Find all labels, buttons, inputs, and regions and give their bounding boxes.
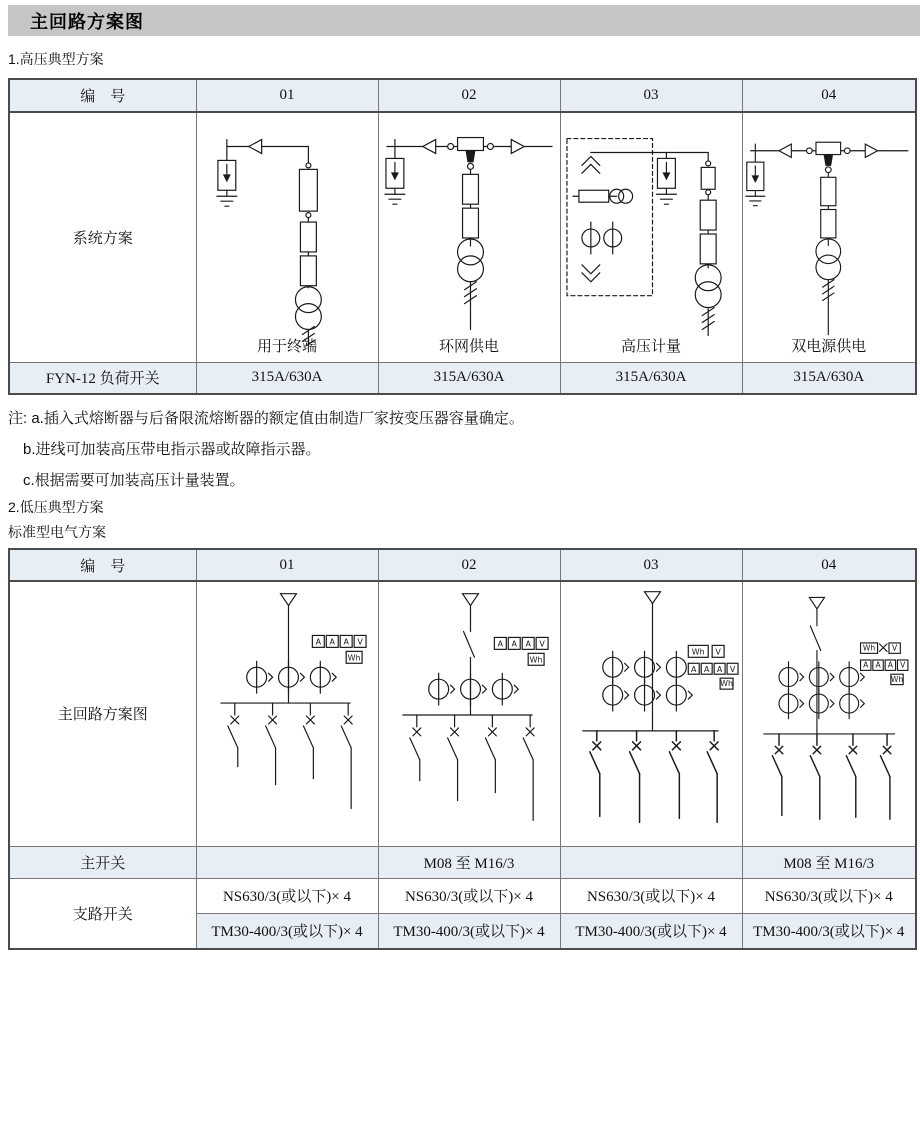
lv-scheme-01-diagram bbox=[197, 583, 378, 845]
x-mark-icon bbox=[879, 644, 887, 652]
lv-branch-ns-01: NS630/3(或以下)× 4 bbox=[196, 878, 378, 913]
branch-feeders bbox=[409, 715, 533, 820]
metering-cabinet bbox=[566, 139, 652, 296]
arrow-down-icon bbox=[280, 593, 296, 605]
hv-switch-row bbox=[9, 362, 916, 394]
fuse-icon bbox=[462, 208, 478, 238]
hv-header-label: 编 号 bbox=[9, 79, 196, 112]
svg-text:A: A bbox=[690, 664, 696, 674]
current-transformers bbox=[428, 673, 518, 705]
meter-boxes bbox=[860, 643, 907, 685]
lv-branch-ns-04: NS630/3(或以下)× 4 bbox=[742, 878, 916, 913]
fuse-icon bbox=[820, 210, 835, 238]
hv-switch-row-label: FYN-12 负荷开关 bbox=[9, 362, 196, 394]
hv-scheme-03-diagram bbox=[561, 128, 742, 346]
lv-scheme-03-diagram bbox=[561, 583, 742, 845]
lv-scheme-04-cell bbox=[742, 581, 916, 846]
cable-icon bbox=[702, 308, 714, 336]
lv-branch-ns-02: NS630/3(或以下)× 4 bbox=[378, 878, 560, 913]
current-transformers bbox=[246, 661, 336, 693]
lv-row-label: 主回路方案图 bbox=[9, 581, 196, 846]
hv-header-col-03: 03 bbox=[560, 79, 742, 112]
hv-header-col-02: 02 bbox=[378, 79, 560, 112]
svg-text:Wh: Wh bbox=[719, 678, 733, 688]
hv-diagram-row bbox=[9, 112, 916, 362]
isolator-blade bbox=[810, 626, 820, 651]
fuse-icon bbox=[820, 178, 835, 206]
lv-main-switch-row bbox=[9, 846, 916, 878]
surge-arrester-icon bbox=[384, 154, 404, 205]
ct-icon bbox=[278, 661, 304, 693]
cable-icon bbox=[822, 280, 833, 335]
page-title-bar bbox=[8, 5, 920, 36]
lv-scheme-01-cell bbox=[196, 581, 378, 846]
lv-scheme-02-cell bbox=[378, 581, 560, 846]
arrow-right-icon bbox=[865, 144, 877, 157]
hv-header-col-04: 04 bbox=[742, 79, 916, 112]
svg-text:V: V bbox=[714, 647, 721, 657]
lv-scheme-02-diagram bbox=[379, 583, 560, 845]
ct-icon bbox=[310, 661, 336, 693]
lv-branch-tm-02: TM30-400/3(或以下)× 4 bbox=[378, 913, 560, 949]
hv-scheme-04-caption: 双电源供电 bbox=[791, 338, 867, 355]
isolator-blade bbox=[463, 631, 474, 657]
hv-section-heading: 1.高压典型方案 bbox=[8, 51, 104, 67]
transformer-icon bbox=[295, 287, 321, 330]
transformer-icon bbox=[695, 265, 721, 308]
hv-scheme-03-cell bbox=[560, 112, 742, 362]
lv-scheme-04-diagram bbox=[743, 583, 916, 845]
ct-icon bbox=[602, 651, 628, 683]
ct-coil-icon bbox=[618, 190, 632, 204]
hv-header-col-01: 01 bbox=[196, 79, 378, 112]
svg-text:Wh: Wh bbox=[691, 647, 705, 657]
hv-scheme-01-diagram bbox=[197, 128, 378, 346]
ct-icon bbox=[779, 688, 804, 718]
load-break-switch-icon bbox=[806, 142, 850, 172]
lv-scheme-03-cell bbox=[560, 581, 742, 846]
svg-text:Wh: Wh bbox=[890, 674, 903, 684]
hv-scheme-02-diagram bbox=[379, 128, 560, 346]
svg-text:A: A bbox=[342, 637, 349, 647]
note-b: b.进线可加装高压带电指示器或故障指示器。 bbox=[23, 441, 321, 458]
fuse-branch bbox=[700, 153, 716, 268]
svg-text:A: A bbox=[716, 664, 722, 674]
hv-header-row bbox=[9, 79, 916, 112]
lv-main-switch-04: M08 至 M16/3 bbox=[742, 846, 916, 878]
fuse-branch bbox=[820, 173, 835, 246]
arrow-left-icon bbox=[779, 144, 791, 157]
fuse-icon bbox=[300, 256, 316, 286]
svg-text:A: A bbox=[511, 639, 517, 649]
current-transformers bbox=[779, 662, 864, 719]
ct-icon bbox=[492, 673, 518, 705]
branch-feeders bbox=[772, 734, 890, 819]
lv-main-switch-03 bbox=[560, 846, 742, 878]
ct-icon bbox=[428, 673, 454, 705]
fuse-icon bbox=[578, 191, 608, 203]
hv-scheme-01-caption: 用于终端 bbox=[256, 338, 317, 355]
current-transformers bbox=[602, 651, 692, 711]
load-switch-and-fuse bbox=[299, 147, 317, 288]
svg-text:V: V bbox=[538, 639, 545, 649]
ct-icon bbox=[460, 673, 486, 705]
ct-icon bbox=[809, 688, 834, 718]
svg-text:A: A bbox=[524, 639, 531, 649]
lv-branch-switch-row-1 bbox=[9, 878, 916, 913]
ct-icon bbox=[634, 651, 660, 683]
svg-text:A: A bbox=[329, 637, 335, 647]
lv-diagram-row bbox=[9, 581, 916, 846]
surge-arrester-icon bbox=[745, 158, 764, 206]
meter-boxes bbox=[494, 637, 548, 665]
hv-scheme-04-cell bbox=[742, 112, 916, 362]
note-prefix: 注: bbox=[8, 410, 28, 427]
lv-branch-switch-label: 支路开关 bbox=[9, 878, 196, 949]
fuse-branch bbox=[462, 170, 478, 247]
lv-branch-ns-03: NS630/3(或以下)× 4 bbox=[560, 878, 742, 913]
hv-scheme-03-caption: 高压计量 bbox=[620, 338, 681, 355]
ct-icon bbox=[809, 662, 834, 692]
svg-text:V: V bbox=[356, 637, 363, 647]
lv-section-heading: 2.低压典型方案 bbox=[8, 499, 104, 515]
svg-text:V: V bbox=[899, 660, 905, 670]
lv-header-col-01: 01 bbox=[196, 549, 378, 581]
lv-section-subheading: 标准型电气方案 bbox=[8, 524, 106, 540]
arrow-right-icon bbox=[511, 140, 524, 154]
hv-scheme-02-cell bbox=[378, 112, 560, 362]
note-line-a bbox=[8, 403, 524, 434]
chevron-down-icon bbox=[581, 265, 599, 282]
notes bbox=[8, 403, 524, 496]
svg-text:A: A bbox=[874, 660, 881, 670]
note-a: a.插入式熔断器与后备限流熔断器的额定值由制造厂家按变压器容量确定。 bbox=[31, 410, 524, 427]
lv-main-switch-02: M08 至 M16/3 bbox=[378, 846, 560, 878]
lv-branch-tm-03: TM30-400/3(或以下)× 4 bbox=[560, 913, 742, 949]
svg-text:Wh: Wh bbox=[529, 655, 543, 665]
fuse-icon bbox=[462, 175, 478, 205]
fuse-icon bbox=[700, 200, 716, 230]
hv-switch-value-04: 315A/630A bbox=[742, 362, 916, 394]
svg-text:V: V bbox=[729, 664, 735, 674]
arrow-down-icon bbox=[809, 597, 824, 608]
svg-text:Wh: Wh bbox=[862, 643, 875, 653]
hv-switch-value-03: 315A/630A bbox=[560, 362, 742, 394]
fuse-icon bbox=[700, 234, 716, 264]
ct-icon bbox=[634, 679, 660, 711]
ct-icon bbox=[602, 679, 628, 711]
hv-table bbox=[8, 78, 917, 395]
meter-boxes bbox=[688, 645, 738, 689]
svg-text:A: A bbox=[497, 639, 503, 649]
arrow-left-icon bbox=[248, 140, 261, 154]
ct-icon bbox=[839, 688, 864, 718]
lv-header-col-03: 03 bbox=[560, 549, 742, 581]
lv-header-row bbox=[9, 549, 916, 581]
lv-main-switch-01 bbox=[196, 846, 378, 878]
load-break-switch-icon bbox=[447, 138, 493, 170]
ct-icon bbox=[666, 679, 692, 711]
hv-row-label: 系统方案 bbox=[9, 112, 196, 362]
hv-scheme-02-caption: 环网供电 bbox=[438, 338, 499, 355]
hv-scheme-04-diagram bbox=[743, 128, 916, 346]
branch-feeders bbox=[227, 703, 351, 808]
hv-switch-value-01: 315A/630A bbox=[196, 362, 378, 394]
ct-icon bbox=[246, 661, 272, 693]
page-title: 主回路方案图 bbox=[30, 11, 144, 32]
svg-text:A: A bbox=[887, 660, 893, 670]
incoming-line bbox=[226, 140, 308, 154]
surge-arrester-icon bbox=[216, 154, 236, 207]
surge-arrester-icon bbox=[656, 153, 676, 205]
lv-header-label: 编 号 bbox=[9, 549, 196, 581]
branch-feeders bbox=[589, 731, 717, 822]
svg-text:A: A bbox=[862, 660, 868, 670]
lv-branch-tm-01: TM30-400/3(或以下)× 4 bbox=[196, 913, 378, 949]
chevron-up-icon bbox=[581, 157, 599, 174]
meter-boxes bbox=[312, 635, 366, 663]
svg-text:A: A bbox=[315, 637, 321, 647]
fuse-icon bbox=[300, 222, 316, 252]
svg-text:A: A bbox=[703, 664, 709, 674]
hv-scheme-01-cell bbox=[196, 112, 378, 362]
hv-switch-value-02: 315A/630A bbox=[378, 362, 560, 394]
cable-icon bbox=[464, 282, 476, 330]
lv-branch-tm-04: TM30-400/3(或以下)× 4 bbox=[742, 913, 916, 949]
lv-header-col-04: 04 bbox=[742, 549, 916, 581]
lv-main-switch-label: 主开关 bbox=[9, 846, 196, 878]
lv-header-col-02: 02 bbox=[378, 549, 560, 581]
arrow-down-icon bbox=[462, 593, 478, 605]
ct-icon bbox=[779, 662, 804, 692]
lv-table bbox=[8, 548, 917, 950]
svg-text:Wh: Wh bbox=[347, 653, 361, 663]
arrow-down-icon bbox=[644, 591, 660, 603]
svg-text:V: V bbox=[891, 643, 897, 653]
arrow-left-icon bbox=[422, 140, 435, 154]
note-c: c.根据需要可加装高压计量装置。 bbox=[23, 472, 245, 489]
